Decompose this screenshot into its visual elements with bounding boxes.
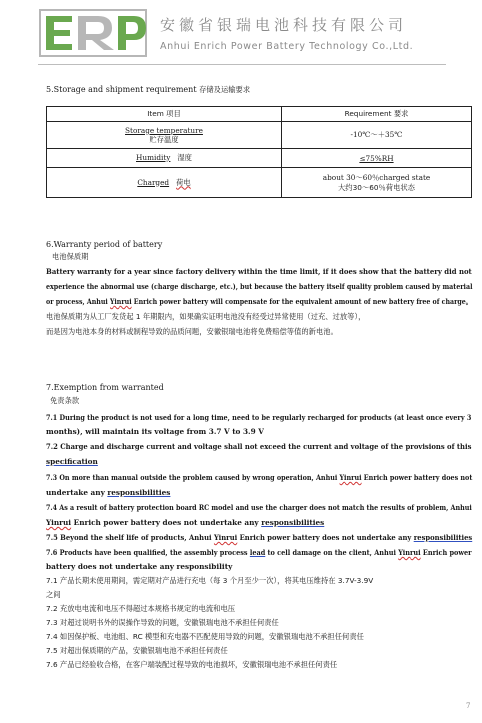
company-name-cn: 安徽省银瑞电池科技有限公司 xyxy=(160,16,408,34)
text-segment: 7.6 Products have been qualified, the assembly process xyxy=(46,548,250,557)
storage-requirements-table xyxy=(46,106,472,198)
text-segment: responsibilities xyxy=(107,488,171,497)
text-segment: Yinrui xyxy=(110,297,132,306)
text-segment: or process, Anhui xyxy=(46,297,111,306)
table-row xyxy=(47,122,472,149)
text-segment: Enrich power battery does not undertake any xyxy=(71,518,262,527)
exemption-item: 7.1 During the product is not used for a long time, need to be regularly recharged for products (at least once every 3 xyxy=(46,413,472,422)
exemption-item xyxy=(46,488,170,497)
table-cell-requirement xyxy=(282,149,472,168)
column-header-item: Item 项目 xyxy=(47,107,282,122)
row-label-cn: 贮存温度 xyxy=(149,134,179,144)
section-7-title-cn: 免责条款 xyxy=(50,396,80,405)
text-segment: Yinrui xyxy=(339,473,362,482)
warranty-paragraph-line: experience the abnormal use (charge discharge, etc.), but because the battery itself quality problem caused by material xyxy=(46,282,473,291)
text-segment: Enrich power battery does not xyxy=(361,473,473,482)
exemption-item xyxy=(46,518,324,527)
exemption-item xyxy=(46,473,472,482)
text-segment: responsibilities xyxy=(413,533,473,542)
table-row xyxy=(47,149,472,168)
section-7-title: 7.Exemption from warranted xyxy=(46,383,164,392)
table-row xyxy=(47,168,472,198)
exemption-item: 7.2 Charge and discharge current and voltage shall not exceed the current and voltage of the provisions of this xyxy=(46,442,472,451)
text-segment: Yinrui xyxy=(213,533,238,542)
text-segment: responsibilities xyxy=(261,518,325,527)
row-label-en: Storage temperature xyxy=(125,125,203,135)
warranty-paragraph-cn-line: 电池保质期为从工厂发货起 1 年期限内，如果确实证明电池没有经受过异常使用（过充、过放等）， xyxy=(46,312,366,321)
section-5-title: 5.Storage and shipment requirement xyxy=(46,85,197,94)
exemption-item xyxy=(46,548,472,557)
table-cell-item xyxy=(47,149,282,168)
text-segment: undertake any xyxy=(46,488,108,497)
table-cell-requirement xyxy=(282,122,472,149)
company-logo xyxy=(38,6,150,60)
table-cell-requirement xyxy=(282,168,472,198)
requirement-value: -10℃～＋35℃ xyxy=(350,130,403,139)
text-segment: 7.3 On more than manual outside the problem caused by wrong operation, Anhui xyxy=(46,473,340,482)
row-label-cn: 荷电 xyxy=(176,177,191,187)
exemption-item-cn: 7.5 对超出保质期的产品，安徽银瑞电池不承担任何责任 xyxy=(46,646,228,655)
text-segment: to cell damage on the client, Anhui xyxy=(265,548,399,557)
exemption-item xyxy=(46,533,472,542)
header-divider xyxy=(38,64,446,65)
row-label-en: Charged xyxy=(137,177,170,187)
section-6-title-cn: 电池保质期 xyxy=(52,252,89,261)
exemption-item: battery does not undertake any responsibility xyxy=(46,562,233,571)
warranty-paragraph-line: Battery warranty for a year since factory delivery within the time limit, if it does show that the battery did not xyxy=(46,267,472,276)
section-5-title-cn: 存储及运输要求 xyxy=(199,85,251,94)
text-segment: Yinrui xyxy=(46,518,72,527)
document-header xyxy=(0,0,482,64)
exemption-item: 7.4 As a result of battery protection board RC model and use the charger does not match the results of problem, Anhui xyxy=(46,503,472,512)
company-name-en: Anhui Enrich Power Battery Technology Co.,Ltd. xyxy=(160,41,414,52)
exemption-item-cn: 之间 xyxy=(46,590,61,599)
requirement-value: about 30～60％charged state xyxy=(322,172,431,182)
section-6-title: 6.Warranty period of battery xyxy=(46,240,163,249)
row-label-cn: 湿度 xyxy=(177,153,192,162)
warranty-paragraph-line xyxy=(46,297,472,306)
text-segment: 7.5 Beyond the shelf life of products, Anhui xyxy=(46,533,214,542)
row-label-en: Humidity xyxy=(136,153,171,162)
text-segment: Yinrui xyxy=(398,548,421,557)
exemption-item-cn: 7.3 对超过说明书外的误操作导致的问题，安徽银瑞电池不承担任何责任 xyxy=(46,618,279,627)
table-cell-item xyxy=(47,122,282,149)
page-number: 7 xyxy=(466,702,471,710)
text-segment: Enrich power battery does not undertake any xyxy=(237,533,414,542)
exemption-item-cn: 7.1 产品长期未使用期间，需定期对产品进行充电（每 3 个月至少一次），将其电压维持在 3.7V-3.9V xyxy=(46,576,374,585)
exemption-item: months), will maintain its voltage from 3.7 V to 3.9 V xyxy=(46,427,264,436)
text-segment: lead xyxy=(249,548,266,557)
table-cell-item xyxy=(47,168,282,198)
exemption-item-cn: 7.2 充放电电流和电压不得超过本规格书规定的电流和电压 xyxy=(46,604,236,613)
requirement-value-cn: 大约30～60％荷电状态 xyxy=(338,182,415,192)
text-segment: Enrich power xyxy=(420,548,472,557)
exemption-item-cn: 7.6 产品已经验收合格，在客户端装配过程导致的电池损坏，安徽银瑞电池不承担任何责任 xyxy=(46,660,338,669)
table-header-row xyxy=(47,107,472,122)
exemption-item: specification xyxy=(46,457,98,466)
requirement-value: ≤75%RH xyxy=(359,153,394,163)
column-header-requirement: Requirement 要求 xyxy=(282,107,472,122)
section-5-heading xyxy=(46,85,250,94)
warranty-paragraph-cn-line: 而是因为电池本身的材料或制程导致的品质问题，安徽银瑞电池将免费赔偿等值的新电池。 xyxy=(46,327,338,336)
exemption-item-cn: 7.4 如因保护板、电池组、RC 模型和充电器不匹配使用导致的问题，安徽银瑞电池不承担任何责任 xyxy=(46,632,364,641)
text-segment: Enrich power battery will compensate for the equivalent amount of new battery free of charge。 xyxy=(131,297,473,306)
